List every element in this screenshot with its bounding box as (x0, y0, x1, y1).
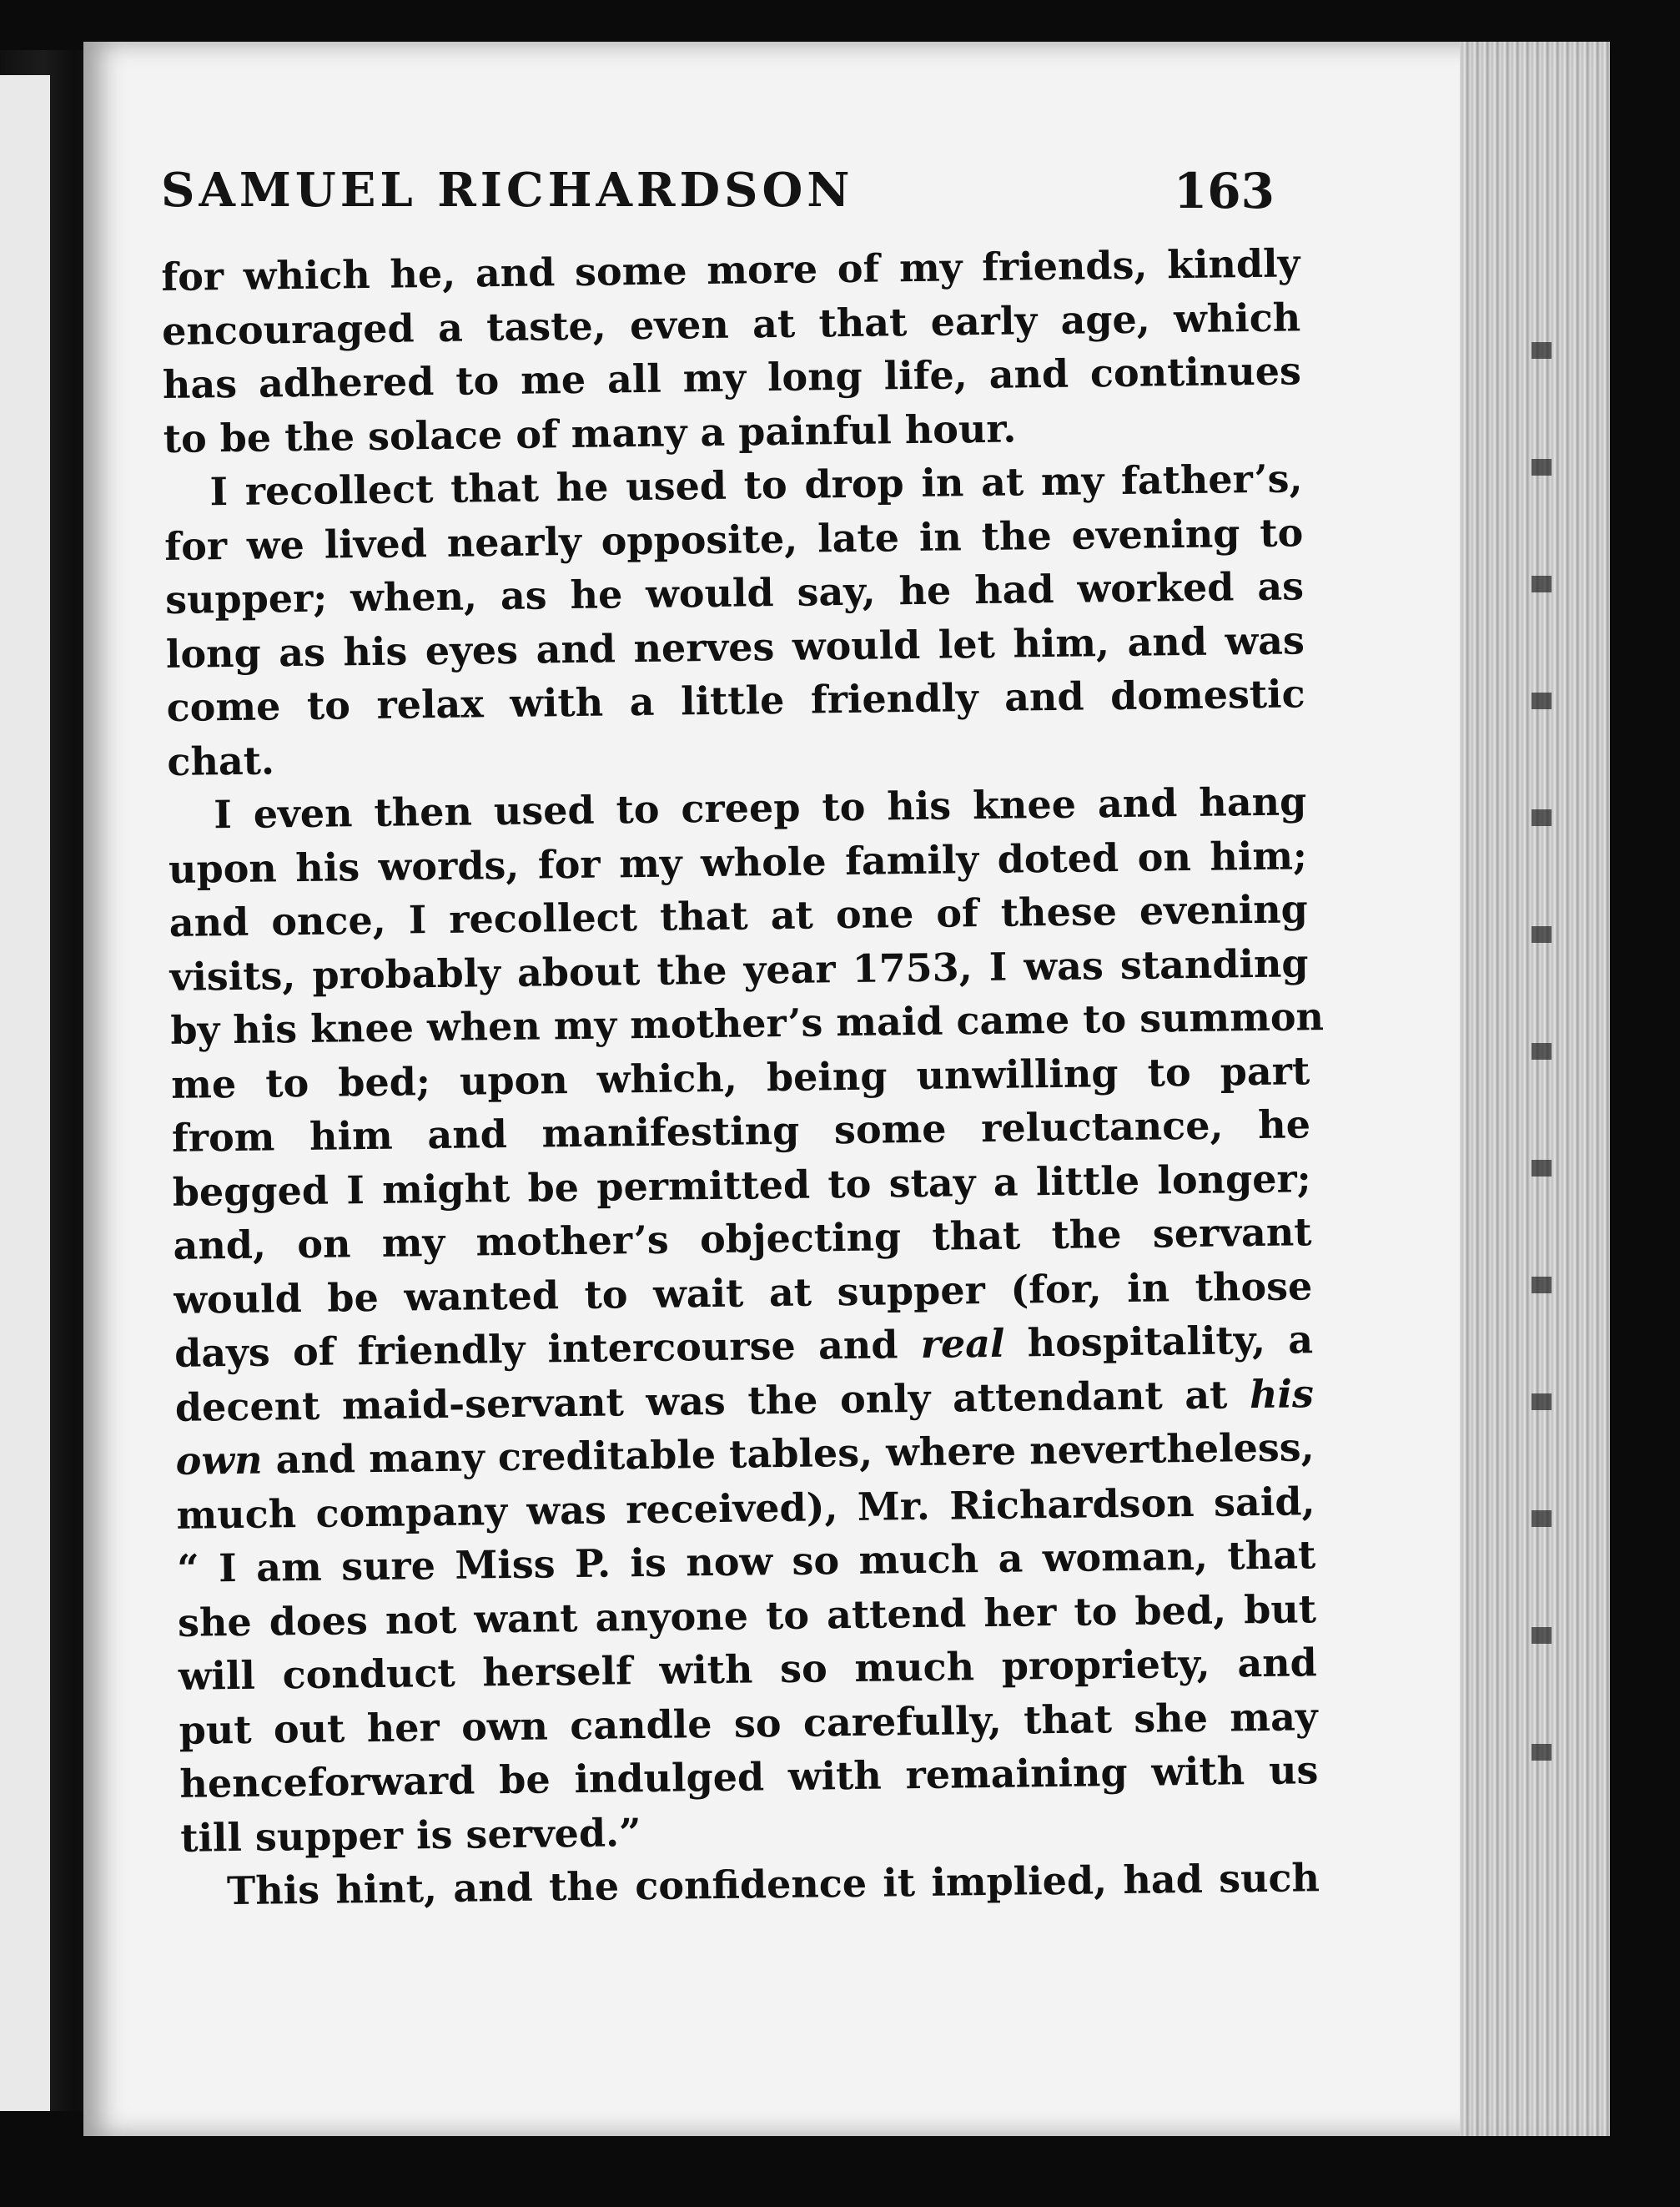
text-line: she does not want anyone to attend her to bed, but (177, 1585, 1317, 1645)
text-line: for we lived nearly opposite, late in the evening to (164, 509, 1304, 569)
text-line: by his knee when my mother’s maid came to summon (170, 994, 1325, 1053)
text-line: “ I am sure Miss P. is now so much a woman, that (176, 1532, 1316, 1591)
text-line: I recollect that he used to drop in at my father’s, (209, 456, 1303, 515)
page-edge-marks (1532, 292, 1552, 1794)
text-line: to be the solace of many a painful hour. (163, 405, 1017, 461)
page-header (161, 163, 1275, 229)
text-line: supper; when, as he would say, he had worked as (164, 563, 1305, 622)
text-line: has adhered to me all my long life, and continues (162, 348, 1302, 407)
text-segment: days of friendly intercourse and (174, 1321, 922, 1376)
body-text (161, 236, 1325, 1918)
page-number: 163 (1173, 163, 1275, 219)
text-line: long as his eyes and nerves would let him, and was (165, 617, 1305, 677)
running-head: SAMUEL RICHARDSON (161, 163, 854, 218)
text-line: much company was received), Mr. Richardson said, (176, 1478, 1315, 1538)
text-line: encouraged a taste, even at that early age, which (161, 294, 1301, 354)
text-line: henceforward be indulged with remaining with us (179, 1747, 1319, 1806)
text-segment: and many creditable tables, where nevertheless, (262, 1424, 1315, 1483)
text-line: till supper is served.” (179, 1809, 641, 1861)
text-line: put out her own candle so carefully, that she may (179, 1693, 1318, 1753)
text-line: upon his words, for my whole family doted on him; (168, 832, 1308, 892)
text-line: visits, probably about the year 1753, I was standing (169, 940, 1309, 1000)
text-line: begged I might be permitted to stay a little longer; (172, 1155, 1312, 1215)
text-segment: decent maid-servant was the only attendant at (174, 1371, 1250, 1430)
text-line: This hint, and the confidence it implied, had such (226, 1855, 1320, 1914)
italic-word: own (175, 1437, 263, 1484)
previous-page-edge (0, 75, 50, 2111)
text-line: me to bed; upon which, being unwilling to part (170, 1047, 1310, 1107)
text-line: for which he, and some more of my friends, kindly (161, 240, 1300, 300)
text-line: from him and manifesting some reluctance, he (171, 1101, 1311, 1161)
text-segment: hospitality, a (1004, 1317, 1314, 1366)
text-line: will conduct herself with so much propriety, and (178, 1640, 1318, 1699)
text-line: come to relax with a little friendly and domestic (166, 671, 1305, 730)
text-line: would be wanted to wait at supper (for, in those (174, 1262, 1313, 1323)
text-line: and, on my mother’s objecting that the servant (173, 1209, 1312, 1268)
text-line: I even then used to creep to his knee and hang (213, 778, 1307, 838)
text-line: and once, I recollect that at one of these evening (169, 886, 1309, 945)
italic-word: real (920, 1320, 1005, 1367)
text-line: chat. (167, 737, 275, 784)
italic-word: his (1249, 1370, 1315, 1417)
